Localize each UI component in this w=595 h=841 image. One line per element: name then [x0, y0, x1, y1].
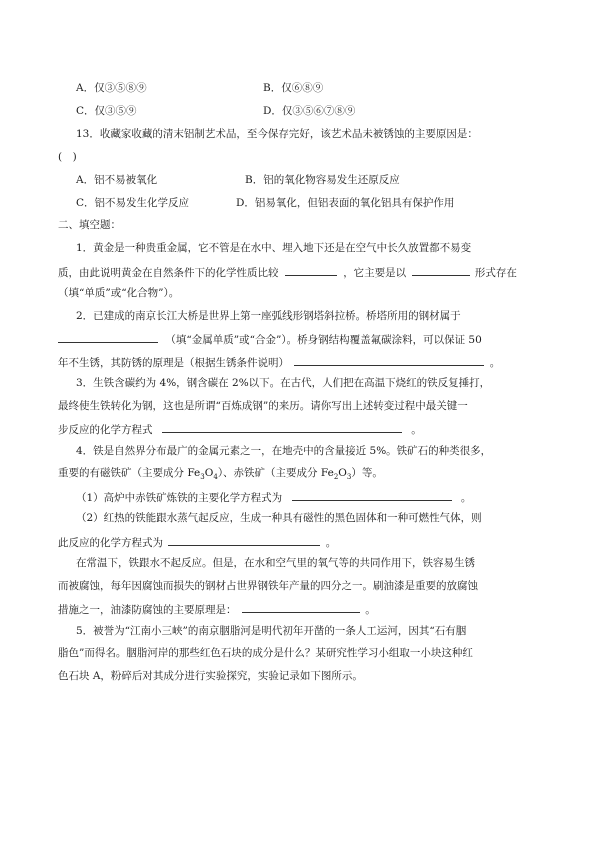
fill-q4-sub1-blank[interactable] [292, 489, 452, 501]
fill-q4-text-d: O [338, 467, 347, 479]
fill-q1-text-a: 质，由此说明黄金在自然条件下的化学性质比较 [58, 267, 279, 279]
q12-option-c: C．仅③⑤⑨ [76, 105, 137, 117]
fill-q4-text-b: O [204, 467, 214, 479]
q12-option-d: D．仅③⑤⑥⑦⑧⑨ [263, 105, 356, 117]
fill-q1-blank-1[interactable] [285, 264, 337, 276]
fill-q4-para-line2: 而被腐蚀，每年因腐蚀而损失的钢材占世界钢铁年产量的四分之一。刷油漆是重要的放腐蚀 [58, 580, 478, 592]
fill-q1-line3: （填“单质”或“化合物”）。 [58, 287, 180, 299]
fill-q4-para-blank[interactable] [242, 601, 360, 613]
fill-q1-text-c: 形式存在 [474, 267, 517, 279]
fill-q4-sub2-blank[interactable] [168, 534, 320, 546]
fill-q5-line1: 5．被誉为“江南小三峡”的南京胭脂河是明代初年开凿的一条人工运河，因其“石有胭 [76, 625, 467, 637]
fill-q4-sub1-end: 。 [460, 492, 472, 504]
fill-q4-sub-3: 2 [333, 473, 339, 482]
fill-q1-blank-2[interactable] [412, 264, 470, 276]
fill-q4-line1: 4．铁是自然界分布最广的金属元素之一，在地壳中的含量接近 5%。铁矿石的种类很多， [76, 445, 492, 457]
fill-q3-blank[interactable] [162, 421, 402, 433]
fill-q2-line3 [58, 354, 500, 370]
fill-q2-blank-2[interactable] [294, 354, 484, 366]
fill-q4-sub1-text: （1）高炉中赤铁矿炼铁的主要化学方程式为 [76, 492, 283, 504]
fill-q3-line2: 最终使生铁转化为钢，这也是所谓“百炼成钢”的来历。请你写出上述转变过程中最关键一 [58, 400, 468, 412]
fill-q4-para-end: 。 [365, 604, 376, 616]
q13-option-c: C．铝不易发生化学反应 [76, 197, 190, 209]
fill-q2-text-b: 年不生锈，其防锈的原理是（根据生锈条件说明） [58, 357, 289, 369]
fill-q4-para-line3 [58, 601, 376, 617]
fill-q4-sub-1: 3 [200, 473, 205, 482]
fill-q5-line2: 脂色”而得名。胭脂河岸的那些红色石块的成分是什么？某研究性学习小组取一小块这种红 [58, 647, 473, 659]
fill-q4-sub2-line2 [58, 534, 336, 550]
fill-q4-text-c: ）、赤铁矿（主要成分 Fe [217, 467, 334, 479]
section-heading: 二、填空题： [58, 219, 121, 231]
fill-q3-line1: 3．生铁含碳约为 4%，钢含碳在 2%以下。在古代，人们把在高温下烧红的铁反复捶打， [76, 377, 491, 389]
fill-q4-sub-2: 4 [213, 473, 218, 482]
fill-q4-para-text: 措施之一，油漆防腐蚀的主要原理是： [58, 604, 237, 616]
q12-option-a: A．仅③⑤⑧⑨ [76, 82, 147, 94]
fill-q3-line3 [58, 421, 422, 437]
fill-q1-line2 [58, 264, 517, 280]
fill-q4-sub1 [76, 489, 471, 505]
q13-stem: 13．收藏家收藏的清末铝制艺术品，至今保存完好，该艺术品未被锈蚀的主要原因是： [76, 128, 478, 140]
fill-q2-text-a: （填“金属单质”或“合金”）。桥身钢结构覆盖氟碳涂料，可以保证 50 [165, 334, 482, 346]
fill-q4-sub-4: 3 [346, 473, 352, 482]
fill-q4-line2 [58, 466, 383, 480]
fill-q2-blank-1[interactable] [58, 331, 158, 343]
fill-q1-text-b: ，它主要是以 [343, 267, 407, 279]
fill-q4-sub2-end: 。 [325, 537, 337, 549]
fill-q1-line1: 1．黄金是一种贵重金属，它不管是在水中、埋入地下还是在空气中长久放置都不易变 [76, 242, 472, 254]
q13-option-d: D．铝易氧化，但铝表面的氧化铝具有保护作用 [236, 197, 455, 209]
fill-q4-text-e: ）等。 [351, 467, 383, 479]
fill-q2-line2 [58, 331, 482, 347]
q12-option-b: B．仅⑥⑧⑨ [263, 82, 324, 94]
fill-q4-sub2-text: 此反应的化学方程式为 [58, 537, 163, 549]
fill-q4-text-a: 重要的有磁铁矿（主要成分 Fe [58, 467, 201, 479]
fill-q2-text-c: 。 [489, 357, 501, 369]
q13-option-a: A．铝不易被氧化 [76, 174, 158, 186]
fill-q4-sub2-line1: （2）红热的铁能跟水蒸气起反应，生成一种具有磁性的黑色固体和一种可燃性气体，则 [76, 512, 482, 524]
q13-paren: ( ) [58, 151, 77, 163]
q13-option-b: B．铝的氧化物容易发生还原反应 [245, 174, 400, 186]
fill-q3-text-a: 步反应的化学方程式 [58, 424, 153, 436]
fill-q5-line3: 色石块 A，粉碎后对其成分进行实验探究，实验记录如下图所示。 [58, 670, 363, 682]
fill-q2-line1: 2．已建成的南京长江大桥是世界上第一座弧线形钢塔斜拉桥。桥塔所用的钢材属于 [76, 310, 461, 322]
fill-q4-para-line1: 在常温下，铁跟水不起反应。但是，在水和空气里的氧气等的共同作用下，铁容易生锈 [76, 557, 475, 569]
fill-q3-text-b: 。 [411, 424, 422, 436]
